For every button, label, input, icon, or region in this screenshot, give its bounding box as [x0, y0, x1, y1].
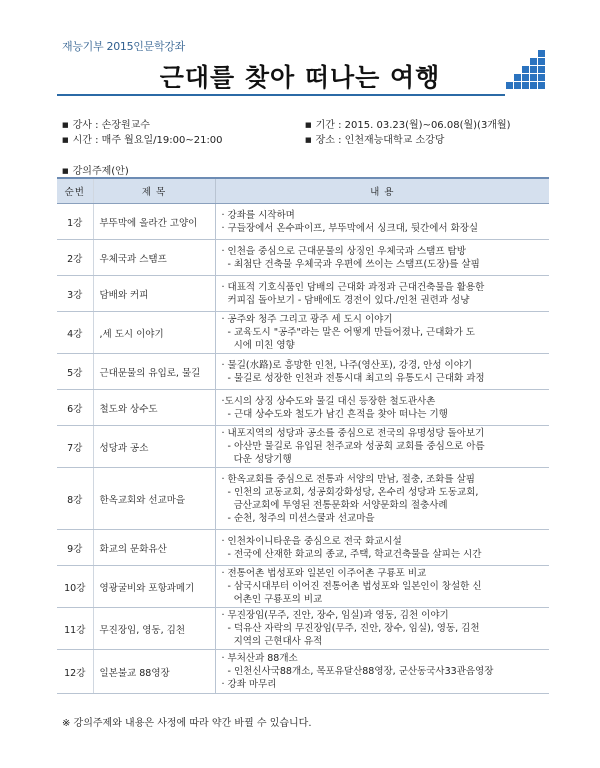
lecture-topic: 한옥교회와 선교마을 — [93, 468, 215, 530]
lecture-topic: 일본불교 88영장 — [93, 650, 215, 694]
lecture-number: 2강 — [57, 240, 93, 276]
lecture-content — [215, 650, 549, 694]
content-line: - 아산만 물길로 유입된 천주교와 성공회 교회를 중심으로 아름 — [221, 441, 485, 452]
table-header-row — [57, 178, 549, 204]
content-line: - 삼국시대부터 이어진 전통어촌 법성포와 일본인이 창설한 신 — [221, 581, 482, 592]
corner-block-decoration — [506, 50, 546, 90]
lecture-topic: 철도와 상수도 — [93, 390, 215, 426]
page-title: 근대를 찾아 떠나는 여행 — [159, 63, 441, 92]
lecture-content — [215, 354, 549, 390]
square-bullet-icon: ■ — [62, 136, 69, 144]
table-row — [57, 468, 549, 530]
title-divider — [57, 94, 505, 96]
content-line: · 강좌 마무리 — [221, 679, 277, 690]
lecture-content — [215, 426, 549, 468]
content-line: · 공주와 청주 그리고 광주 세 도시 이야기 — [221, 314, 393, 325]
lecture-series-kicker: 재능기부 2015인문학강좌 — [62, 40, 185, 53]
lecture-topic: ,세 도시 이야기 — [93, 312, 215, 354]
content-line: · 강좌를 시작하며 — [221, 209, 295, 221]
lecture-topic: 부뚜막에 올라간 고양이 — [93, 204, 215, 240]
table-row — [57, 650, 549, 694]
content-line: 다운 성당기행 — [221, 454, 292, 465]
table-row — [57, 426, 549, 468]
lecture-topic: 영광굴비와 포항과메기 — [93, 566, 215, 608]
table-row — [57, 276, 549, 312]
column-header-content: 내 용 — [215, 178, 549, 204]
lecture-content — [215, 468, 549, 530]
content-line: - 교육도시 "공주"라는 말은 어떻게 만들어졌나, 근대화가 도 — [221, 327, 475, 338]
content-line: - 인천의 교동교회, 성공회강화성당, 온수리 성당과 도동교회, — [221, 486, 479, 498]
lecture-number: 8강 — [57, 468, 93, 530]
lecture-content — [215, 608, 549, 650]
table-row — [57, 390, 549, 426]
footnote: ※ 강의주제와 내용은 사정에 따라 약간 바뀔 수 있습니다. — [62, 718, 312, 729]
place-info: ■ 장소 : 인천재능대학교 소강당 — [305, 135, 445, 146]
lecture-number: 5강 — [57, 354, 93, 390]
lecture-number: 3강 — [57, 276, 93, 312]
content-line: ·도시의 상징 상수도와 물길 대신 등장한 철도관사촌 — [221, 395, 436, 407]
table-row — [57, 566, 549, 608]
lecture-number: 9강 — [57, 530, 93, 566]
content-line: · 한옥교회를 중심으로 전통과 서양의 만남, 절충, 조화를 살핌 — [221, 473, 475, 485]
time-info: ■ 시간 : 매주 월요일/19:00~21:00 — [62, 135, 223, 146]
content-line: - 물길로 성장한 인천과 전통시대 최고의 유통도시 근대화 과정 — [221, 372, 485, 384]
content-line: · 구들장에서 온수파이프, 부뚜막에서 싱크대, 뒷간에서 화장실 — [221, 222, 479, 234]
content-line: - 덕유산 자락의 무진장임(무주, 진안, 장수, 임실), 영동, 김천 — [221, 623, 480, 634]
lecture-content — [215, 530, 549, 566]
period-info: ■ 기간 : 2015. 03.23(월)~06.08(월)(3개월) — [305, 120, 511, 131]
lecture-content — [215, 390, 549, 426]
lecture-topic: 담배와 커피 — [93, 276, 215, 312]
square-bullet-icon: ■ — [305, 121, 312, 129]
table-row — [57, 204, 549, 240]
column-header-number: 순번 — [57, 178, 93, 204]
square-bullet-icon: ■ — [62, 121, 69, 129]
content-line: · 인천을 중심으로 근대문물의 상징인 우체국과 스탬프 탐방 — [221, 245, 466, 257]
content-line: 시에 미친 영향 — [221, 340, 295, 351]
lecture-content — [215, 276, 549, 312]
square-bullet-icon: ■ — [305, 136, 312, 144]
content-line: - 근대 상수도와 철도가 남긴 흔적을 찾아 떠나는 기행 — [221, 408, 448, 420]
table-row — [57, 240, 549, 276]
content-line: · 대표적 기호식품인 담배의 근대화 과정과 근대건축물을 활용한 — [221, 281, 485, 293]
square-bullet-icon: ■ — [62, 167, 69, 175]
lecturer-info: ■ 강사 : 손장원교수 — [62, 120, 150, 131]
table-row — [57, 530, 549, 566]
lecture-content — [215, 566, 549, 608]
content-line: 지역의 근현대사 유적 — [221, 636, 323, 647]
lecture-topic: 화교의 문화유산 — [93, 530, 215, 566]
section-heading: ■ 강의주제(안) — [62, 166, 129, 177]
content-line: · 무진장임(무주, 진안, 장수, 임실)과 영동, 김천 이야기 — [221, 610, 449, 621]
content-line: · 물길(水路)로 흥망한 인천, 나주(영산포), 강경, 안성 이야기 — [221, 359, 473, 371]
lecture-number: 1강 — [57, 204, 93, 240]
content-line: 금산교회에 투영된 전통문화와 서양문화의 절충사례 — [221, 499, 448, 511]
lecture-number: 6강 — [57, 390, 93, 426]
lecture-number: 7강 — [57, 426, 93, 468]
lecture-content — [215, 204, 549, 240]
lecture-topic: 우체국과 스탬프 — [93, 240, 215, 276]
lecture-number: 4강 — [57, 312, 93, 354]
lecture-topic: 성당과 공소 — [93, 426, 215, 468]
lecture-topic: 무진장임, 영동, 김천 — [93, 608, 215, 650]
content-line: 커피집 돌아보기 - 담배에도 경전이 있다./인천 권련과 성냥 — [221, 294, 470, 306]
lecture-content — [215, 312, 549, 354]
table-row — [57, 608, 549, 650]
content-line: · 내포지역의 성당과 공소를 중심으로 전국의 유명성당 돌아보기 — [221, 428, 485, 439]
lecture-number: 11강 — [57, 608, 93, 650]
lecture-schedule-table — [57, 177, 549, 694]
content-line: - 순천, 청주의 미션스쿨과 선교마을 — [221, 512, 375, 524]
lecture-number: 10강 — [57, 566, 93, 608]
table-row — [57, 312, 549, 354]
content-line: 어촌인 구룡포의 비교 — [221, 594, 323, 605]
lecture-content — [215, 240, 549, 276]
content-line: - 인천신사국88개소, 목포유달산88영장, 군산동국사33관음영장 — [221, 666, 494, 677]
lecture-topic: 근대문물의 유입로, 물길 — [93, 354, 215, 390]
content-line: - 최첨단 건축물 우체국과 우편에 쓰이는 스탬프(도장)를 살핌 — [221, 258, 480, 270]
content-line: - 전국에 산재한 화교의 종교, 주택, 학교건축물을 살피는 시간 — [221, 548, 482, 560]
column-header-title: 제 목 — [93, 178, 215, 204]
content-line: · 전통어촌 법성포와 일본인 이주어촌 구룡포 비교 — [221, 568, 427, 579]
content-line: · 부처산과 88개소 — [221, 653, 298, 664]
table-row — [57, 354, 549, 390]
lecture-number: 12강 — [57, 650, 93, 694]
content-line: · 인천차이니타운을 중심으로 전국 화교시설 — [221, 535, 402, 547]
